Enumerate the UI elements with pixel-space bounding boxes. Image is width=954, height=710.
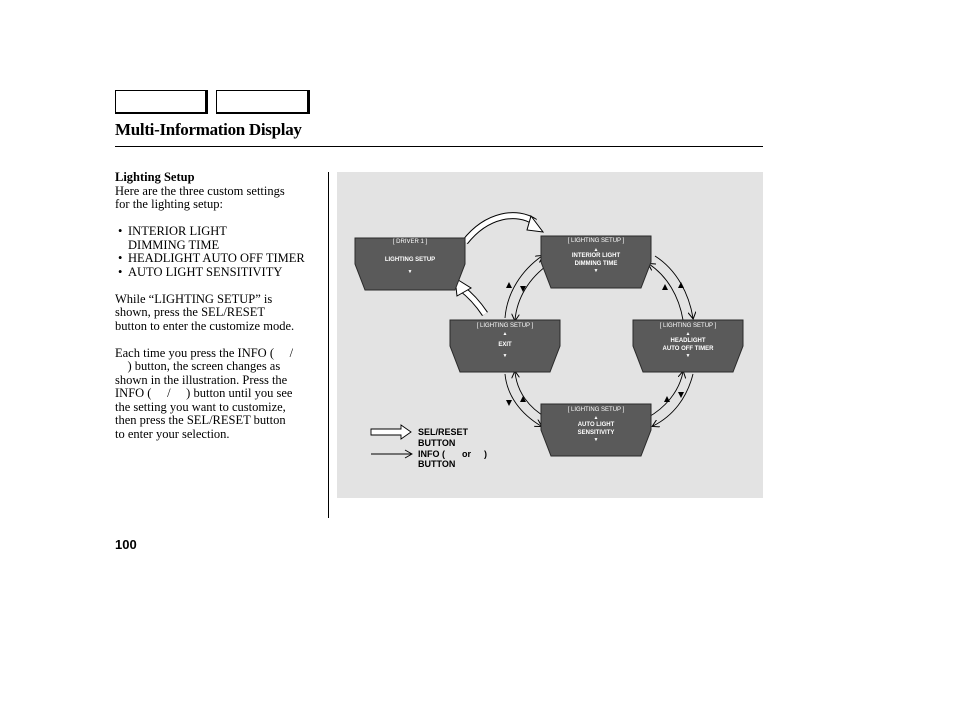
legend-sel-arrow: [371, 425, 411, 439]
paragraph-line: shown, press the SEL/RESET: [115, 305, 265, 319]
header-tab-box-1: [115, 90, 208, 114]
legend-info-label: INFO (: [418, 449, 445, 459]
paragraph-line: button to enter the customize mode.: [115, 318, 295, 333]
page-title: Multi-Information Display: [115, 120, 302, 139]
intro-line: Here are the three custom settings: [115, 183, 285, 198]
up-glyph: ▲: [685, 331, 691, 337]
paragraph-line: to enter your selection.: [115, 426, 230, 441]
screen-text: AUTO OFF TIMER: [662, 346, 714, 352]
screen-interior-light: [541, 236, 651, 288]
paragraph-line: INFO ( / ) button until you see: [115, 386, 293, 400]
screen-header: [ DRIVER 1 ]: [392, 239, 428, 245]
intro-paragraph: [115, 185, 325, 212]
down-glyph: ▼: [502, 353, 508, 359]
screen-driver: [355, 238, 465, 290]
legend-sel-label: BUTTON: [418, 438, 456, 448]
list-item: • INTERIOR LIGHT DIMMING TIME: [115, 225, 325, 252]
screen-text: AUTO LIGHT: [577, 422, 615, 428]
paragraph-line: shown in the illustration. Press the: [115, 372, 288, 387]
up-glyph: ▲: [593, 247, 599, 253]
sel-reset-arrow-back: [455, 278, 485, 314]
intro-line: for the lighting setup:: [115, 197, 223, 211]
legend-info-label: or: [462, 449, 471, 459]
list-item: • HEADLIGHT AUTO OFF TIMER: [115, 252, 325, 266]
screen-header: [ LIGHTING SETUP ]: [567, 238, 625, 244]
screen-header: [ LIGHTING SETUP ]: [659, 323, 717, 329]
section-heading: Lighting Setup: [115, 170, 195, 184]
customize-paragraph: [115, 293, 325, 334]
page-number: 100: [115, 537, 137, 552]
paragraph-line: Each time you press the INFO ( /: [115, 345, 294, 360]
screen-text: DIMMING TIME: [574, 261, 618, 267]
screen-header: [ LIGHTING SETUP ]: [567, 407, 625, 413]
info-paragraph: [115, 347, 325, 442]
legend-sel-label: SEL/RESET: [418, 427, 469, 437]
down-glyph: ▼: [593, 437, 599, 443]
screen-text: SENSITIVITY: [577, 430, 615, 436]
screen-text: LIGHTING SETUP: [384, 257, 436, 263]
legend-info-arrow: [371, 450, 412, 458]
down-glyph: ▼: [593, 268, 599, 274]
lighting-setup-diagram: [337, 172, 763, 498]
screen-header: [ LIGHTING SETUP ]: [476, 323, 534, 329]
screen-text: HEADLIGHT: [670, 338, 706, 344]
up-glyph: ▲: [593, 415, 599, 421]
screen-exit: [450, 320, 560, 372]
screen-text: EXIT: [498, 342, 512, 348]
screen-text: INTERIOR LIGHT: [571, 253, 621, 259]
list-item: • AUTO LIGHT SENSITIVITY: [115, 266, 325, 280]
sel-reset-arrow-top: [465, 216, 543, 242]
paragraph-line: the setting you want to customize,: [115, 399, 286, 414]
paragraph-line: While “LIGHTING SETUP” is: [115, 291, 273, 306]
legend-info-label: ): [484, 449, 487, 459]
text-column: [115, 171, 325, 441]
paragraph-line: ) button, the screen changes as: [115, 359, 281, 373]
legend-info-label: BUTTON: [418, 459, 456, 469]
column-divider: [328, 172, 329, 518]
settings-list: [115, 225, 325, 279]
paragraph-line: then press the SEL/RESET button: [115, 413, 286, 427]
legend: [371, 425, 487, 469]
screen-headlight: [633, 320, 743, 372]
down-glyph: ▼: [685, 353, 691, 359]
header-tab-box-2: [216, 90, 310, 114]
up-glyph: ▲: [502, 331, 508, 337]
screen-auto-light: [541, 404, 651, 456]
down-glyph: ▼: [407, 269, 413, 275]
title-rule: [115, 146, 763, 147]
